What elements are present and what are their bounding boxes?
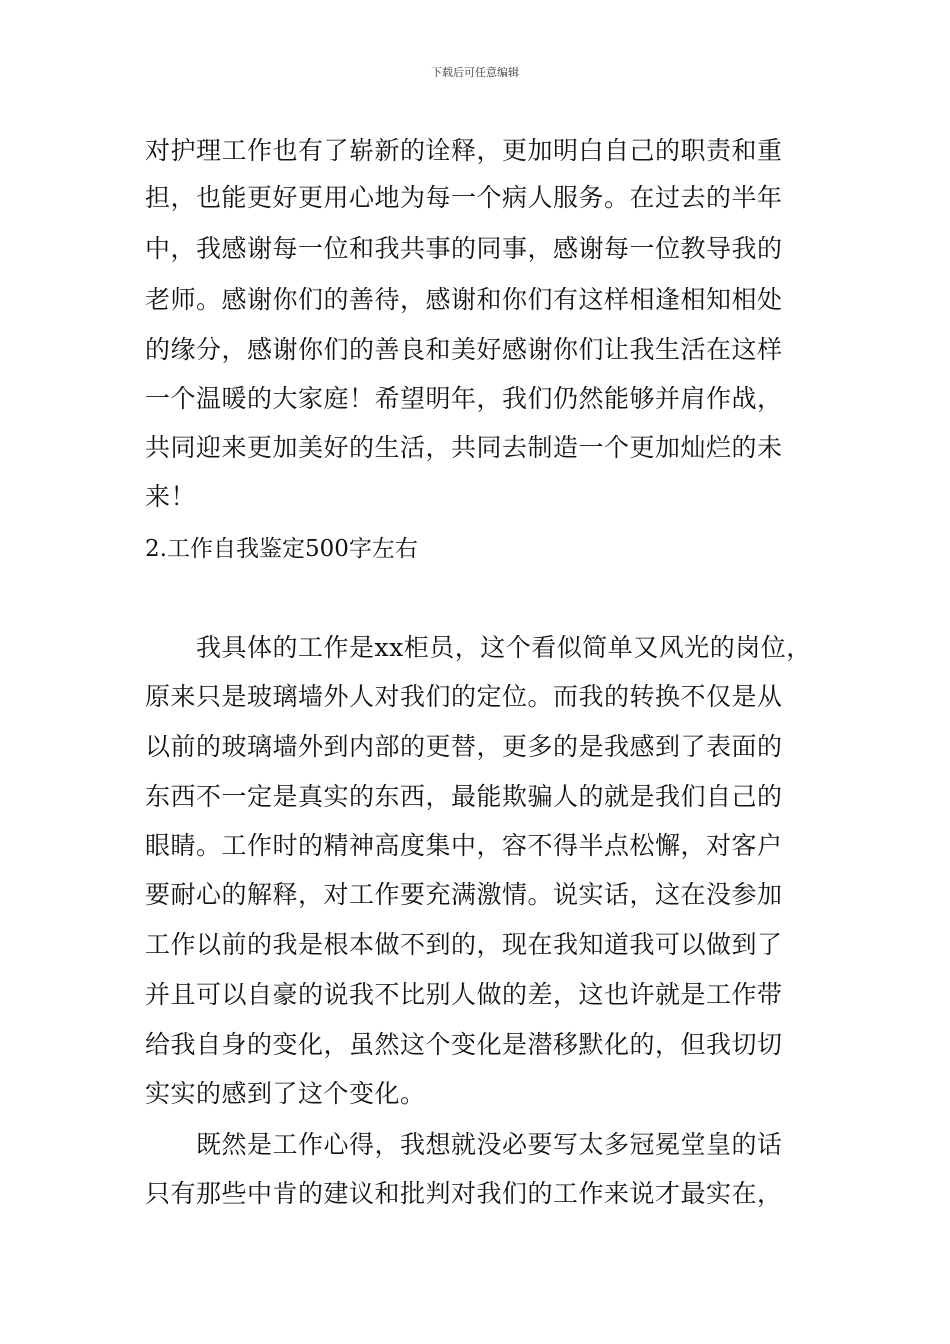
text-line: 既然是工作心得，我想就没必要写太多冠冕堂皇的话 (145, 1130, 783, 1159)
header-note: 下载后可任意编辑 (431, 66, 519, 79)
text-line: 要耐心的解释，对工作要充满激情。说实话，这在没参加 (145, 880, 783, 909)
text-line: 只有那些中肯的建议和批判对我们的工作来说才最实在， (145, 1179, 783, 1208)
text-line: 我具体的工作是xx柜员，这个看似简单又风光的岗位， (145, 633, 812, 662)
text-line: 来！ (145, 482, 197, 511)
text-line: 中，我感谢每一位和我共事的同事，感谢每一位教导我的 (145, 234, 783, 263)
text-line: 担，也能更好更用心地为每一个病人服务。在过去的半年 (145, 183, 783, 212)
text-line: 原来只是玻璃墙外人对我们的定位。而我的转换不仅是从 (145, 682, 783, 711)
text-line: 眼睛。工作时的精神高度集中，容不得半点松懈，对客户 (145, 831, 783, 860)
text-line: 一个温暖的大家庭！希望明年，我们仍然能够并肩作战， (145, 384, 783, 413)
text-line: 共同迎来更加美好的生活，共同去制造一个更加灿烂的未 (145, 433, 783, 462)
text-line: 东西不一定是真实的东西，最能欺骗人的就是我们自己的 (145, 782, 783, 811)
text-line: 以前的玻璃墙外到内部的更替，更多的是我感到了表面的 (145, 732, 783, 761)
text-line: 老师。感谢你们的善待，感谢和你们有这样相逢相知相处 (145, 285, 783, 314)
text-line: 工作以前的我是根本做不到的，现在我知道我可以做到了 (145, 930, 783, 959)
text-line: 给我自身的变化，虽然这个变化是潜移默化的，但我切切 (145, 1030, 783, 1059)
text-line: 实实的感到了这个变化。 (145, 1079, 426, 1108)
text-line: 对护理工作也有了崭新的诠释，更加明白自己的职责和重 (145, 136, 783, 165)
section-heading: 2.工作自我鉴定500字左右 (145, 536, 418, 562)
text-line: 并且可以自豪的说我不比别人做的差，这也许就是工作带 (145, 980, 783, 1009)
text-line: 的缘分，感谢你们的善良和美好感谢你们让我生活在这样 (145, 335, 783, 364)
